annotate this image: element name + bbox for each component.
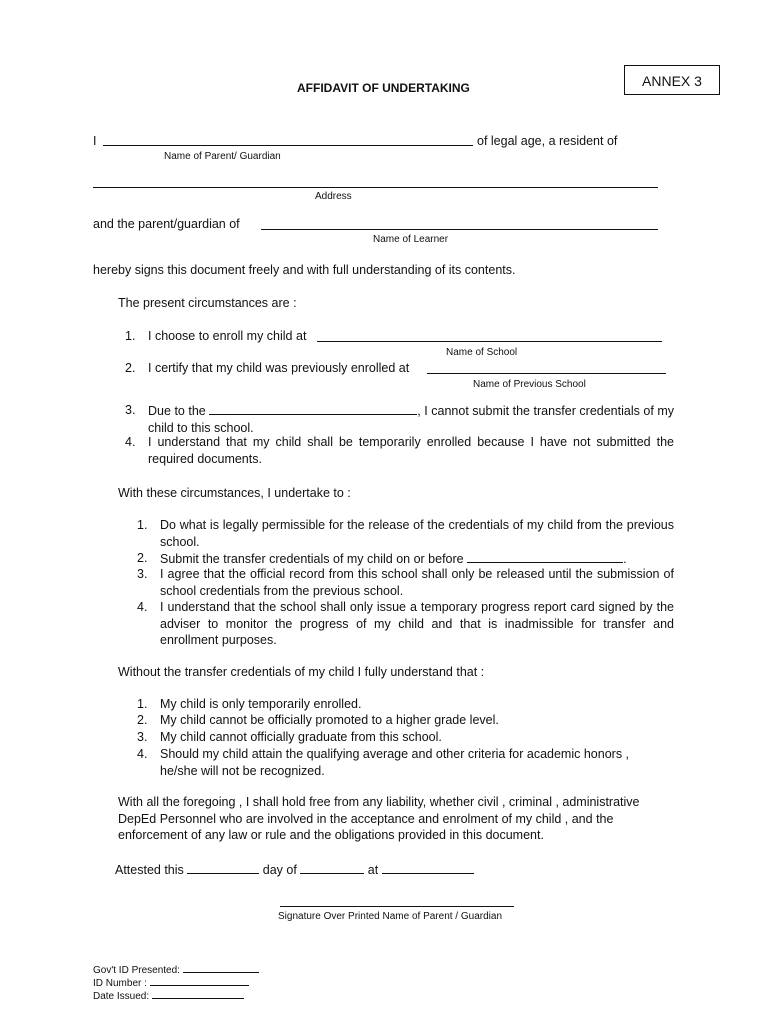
- previous-school-field[interactable]: [427, 373, 666, 374]
- id-number-line: [93, 976, 249, 990]
- list-number: 4.: [125, 435, 136, 449]
- attested-month-field[interactable]: [300, 861, 364, 874]
- without-1: My child is only temporarily enrolled.: [160, 697, 362, 711]
- attested-day-field[interactable]: [187, 861, 259, 874]
- undertake-1: Do what is legally permissible for the release of the credentials of my child from the previous school.: [160, 518, 674, 549]
- govt-id-line: [93, 963, 259, 977]
- address-caption: Address: [315, 191, 352, 202]
- list-number: 1.: [137, 518, 148, 532]
- day-of-text: day of: [262, 863, 297, 877]
- learner-name-field[interactable]: [261, 229, 658, 230]
- undertake-2-text: Submit the transfer credentials of my child on or before: [160, 552, 464, 566]
- attested-line: [115, 861, 474, 878]
- attested-place-field[interactable]: [382, 861, 474, 874]
- attested-text: Attested this: [115, 863, 184, 877]
- circumstance-4: I understand that my child shall be temporarily enrolled because I have not submitted the required documents.: [148, 435, 674, 466]
- parent-name-caption: Name of Parent/ Guardian: [164, 151, 281, 162]
- parent-name-field[interactable]: [103, 145, 473, 146]
- circumstance-2: I certify that my child was previously enrolled at: [148, 361, 410, 375]
- school-name-field[interactable]: [317, 341, 662, 342]
- list-number: 3.: [137, 567, 148, 581]
- without-heading: Without the transfer credentials of my child I fully understand that :: [118, 665, 485, 679]
- govt-id-label: Gov't ID Presented:: [93, 965, 180, 976]
- intro-i: I: [93, 134, 97, 148]
- circumstances-heading: The present circumstances are :: [118, 296, 297, 310]
- id-number-label: ID Number :: [93, 978, 147, 989]
- without-2: My child cannot be officially promoted to a higher grade level.: [160, 713, 499, 727]
- undertake-4: I understand that the school shall only issue a temporary progress report card signed by the adviser to monitor the progress of my child and that is inadmissible for transfer and enrollment purposes.: [160, 600, 674, 647]
- circumstance-3-start: Due to the: [148, 404, 206, 418]
- date-issued-field[interactable]: [152, 989, 244, 999]
- undertake-2-end: .: [623, 552, 627, 566]
- parent-of-text: and the parent/guardian of: [93, 217, 240, 231]
- list-number: 4.: [137, 600, 148, 614]
- list-number: 2.: [137, 551, 148, 565]
- list-number: 2.: [125, 361, 136, 375]
- document-title: AFFIDAVIT OF UNDERTAKING: [297, 81, 470, 95]
- undertake-heading: With these circumstances, I undertake to :: [118, 486, 351, 500]
- school-name-caption: Name of School: [446, 347, 518, 358]
- date-issued-label: Date Issued:: [93, 991, 150, 1002]
- undertake-2: [160, 550, 627, 567]
- annex-label: ANNEX 3: [624, 65, 720, 95]
- legal-age-text: of legal age, a resident of: [477, 134, 618, 148]
- deadline-field[interactable]: [467, 550, 623, 563]
- signature-field[interactable]: [280, 906, 514, 907]
- at-text: at: [367, 863, 379, 877]
- signature-caption: Signature Over Printed Name of Parent / Guardian: [278, 911, 503, 922]
- list-number: 3.: [137, 730, 148, 744]
- hereby-text: hereby signs this document freely and with full understanding of its contents.: [93, 263, 516, 277]
- list-number: 1.: [125, 329, 136, 343]
- govt-id-field[interactable]: [183, 963, 259, 973]
- list-number: 1.: [137, 697, 148, 711]
- date-issued-line: [93, 989, 244, 1003]
- undertake-3: I agree that the official record from this school shall only be released until the submission of school credentials from the previous school.: [160, 567, 674, 598]
- list-number: 3.: [125, 403, 136, 417]
- reason-field[interactable]: [209, 402, 417, 415]
- previous-school-caption: Name of Previous School: [473, 379, 586, 390]
- circumstance-3-end: , I cannot submit the transfer credentials of my child to this school.: [148, 404, 674, 435]
- circumstance-3: [148, 402, 674, 436]
- without-3: My child cannot officially graduate from this school.: [160, 730, 442, 744]
- address-field[interactable]: [93, 187, 658, 188]
- id-number-field[interactable]: [150, 976, 249, 986]
- list-number: 4.: [137, 747, 148, 761]
- circumstance-1: I choose to enroll my child at: [148, 329, 307, 343]
- without-4: Should my child attain the qualifying average and other criteria for academic honors , he/she will not be recognized.: [160, 747, 630, 778]
- learner-caption: Name of Learner: [373, 234, 449, 245]
- foregoing-paragraph: With all the foregoing , I shall hold free from any liability, whether civil , criminal , administrative DepEd Personnel who are involved in the acceptance and enrolment of my child , and the enforcement of any law or rule and the obligations provided in this document.: [118, 795, 640, 842]
- list-number: 2.: [137, 713, 148, 727]
